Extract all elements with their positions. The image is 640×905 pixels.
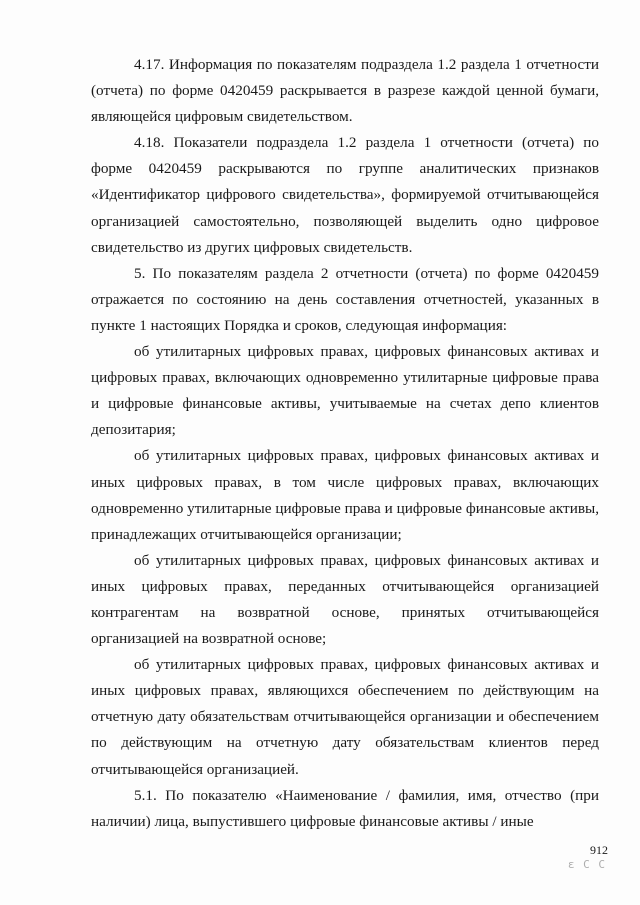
paragraph-4-17: 4.17. Информация по показателям подраздела 1.2 раздела 1 отчетности (отчета) по форме 0420459 раскрывается в разрезе каждой ценной бумаги, являющейся цифровым свидетельством. <box>91 56 599 126</box>
list-item-returnable-basis: об утилитарных цифровых правах, цифровых финансовых активах и иных цифровых правах, переданных отчитывающейся организацией контрагентам на возвратной основе, принятых отчитывающейся организацией на возвратной основе; <box>91 551 599 648</box>
stamp-mark: ε C C <box>567 858 606 871</box>
list-item-collateral: об утилитарных цифровых правах, цифровых финансовых активах и иных цифровых правах, являющихся обеспечением по действующим на отчетную дату обязательствам отчитывающейся организации и обеспечением по действующим на отчетную дату обязательствам клиентов перед отчитывающейся организацией. <box>91 656 599 778</box>
list-item-depo-accounts: об утилитарных цифровых правах, цифровых финансовых активах и цифровых правах, включающих одновременно утилитарные цифровые права и цифровые финансовые активы, учитываемые на счетах депо клиентов депозитария; <box>91 343 599 439</box>
document-body <box>91 52 599 835</box>
paragraph-5-1: 5.1. По показателю «Наименование / фамилия, имя, отчество (при наличии) лица, выпустившего цифровые финансовые активы / иные <box>91 786 599 830</box>
paragraph-4-18: 4.18. Показатели подраздела 1.2 раздела 1 отчетности (отчета) по форме 0420459 раскрываются по группе аналитических признаков «Идентификатор цифрового свидетельства», формируемой отчитывающейся организацией самостоятельно, позволяющей выделить одно цифровое свидетельство из других цифровых свидетельств. <box>91 134 599 256</box>
paragraph-5: 5. По показателям раздела 2 отчетности (отчета) по форме 0420459 отражается по состоянию на день составления отчетностей, указанных в пункте 1 настоящих Порядка и сроков, следующая информация: <box>91 264 599 334</box>
list-item-own-rights: об утилитарных цифровых правах, цифровых финансовых активах и иных цифровых правах, в том числе цифровых правах, включающих одновременно утилитарные цифровые права и цифровые финансовые активы, принадлежащих отчитывающейся организации; <box>91 447 599 543</box>
page-number: 912 <box>590 843 608 857</box>
